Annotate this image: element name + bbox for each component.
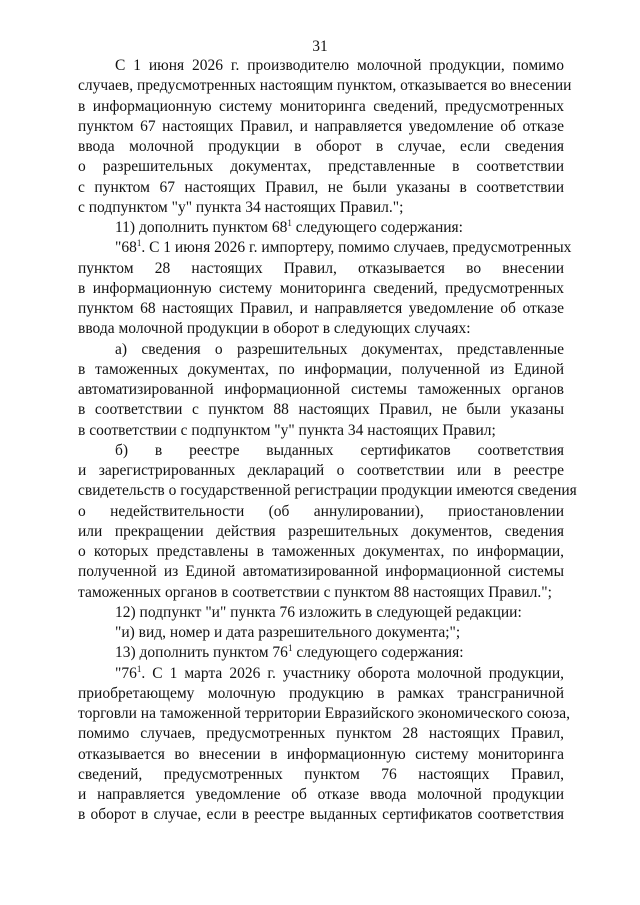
line-text: и направляется уведомление об отказе ввода молочной продукции [78, 786, 564, 803]
text-line [78, 279, 564, 299]
text-line [78, 562, 564, 582]
text-line [78, 340, 564, 360]
line-text: отказывается во внесении в информационную систему мониторинга [78, 745, 564, 763]
line-text: в информационную систему мониторинга сведений, предусмотренных [78, 97, 564, 115]
line-text: торговли на таможенной территории Евразийского экономического союза, [78, 705, 570, 722]
text-line [78, 481, 577, 501]
text-line [78, 441, 564, 461]
line-text: с пунктом 67 настоящих Правил, не были указаны в соответствии [78, 178, 564, 196]
text-line [78, 461, 564, 481]
superscript: 1 [287, 643, 293, 654]
line-text: ввода молочной продукции в оборот в случае, если сведения [78, 138, 564, 155]
line-text: таможенных органов в соответствии с пунктом 88 настоящих Правил."; [78, 583, 552, 601]
text-line [78, 785, 564, 805]
line-text: помимо случаев, предусмотренных пунктом 28 настоящих Правил, [78, 725, 564, 743]
text-line [78, 421, 564, 441]
text-line [78, 724, 564, 744]
body-text [78, 56, 577, 826]
line-text: пунктом 67 настоящих Правил, и направляется уведомление об отказе [78, 117, 564, 135]
text-line [78, 583, 564, 603]
text-line [78, 360, 564, 380]
text-line [78, 522, 564, 542]
superscript: 1 [136, 663, 142, 674]
text-line [78, 319, 564, 339]
line-text: приобретающему молочную продукцию в рамках трансграничной [78, 684, 564, 702]
text-line [78, 56, 564, 76]
text-line [78, 603, 564, 623]
text-line [78, 157, 564, 177]
line-text: в соответствии с пунктом 88 настоящих Правил, не были указаны [78, 401, 564, 419]
text-line [78, 623, 564, 643]
line-text: ввода молочной продукции в оборот в следующих случаях: [78, 320, 471, 338]
text-line [78, 76, 572, 96]
line-text: в оборот в случае, если в реестре выданных сертификатов соответствия [78, 806, 564, 824]
line-text: случаев, предусмотренных настоящим пунктом, отказывается во внесении [78, 77, 572, 95]
text-line [78, 805, 564, 825]
line-text: в соответствии с подпунктом "у" пункта 34 настоящих Правил; [78, 421, 496, 439]
line-text-continued: следующего содержания: [292, 644, 464, 662]
text-line [78, 664, 564, 684]
line-text: автоматизированной информационной системы таможенных органов [78, 381, 564, 398]
line-text: с подпунктом "у" пункта 34 настоящих Правил."; [78, 198, 404, 216]
text-line [78, 259, 564, 279]
line-text: о разрешительных документах, представленные в соответствии [78, 158, 564, 176]
line-text: о недействительности (об аннулировании), приостановлении [78, 502, 564, 520]
line-text: 12) подпункт "и" пункта 76 изложить в следующей редакции: [115, 603, 522, 621]
line-text: б) в реестре выданных сертификатов соответствия [115, 441, 564, 459]
text-line [78, 137, 564, 157]
line-text: полученной из Единой автоматизированной информационной системы [78, 563, 564, 581]
text-line [78, 117, 564, 137]
text-line [78, 198, 564, 218]
text-line [78, 178, 564, 198]
line-text: сведений, предусмотренных пунктом 76 настоящих Правил, [78, 765, 564, 783]
line-text: "и) вид, номер и дата разрешительного документа;"; [115, 624, 461, 641]
line-text: или прекращении действия разрешительных документов, сведения [78, 522, 564, 540]
line-text: в информационную систему мониторинга сведений, предусмотренных [78, 279, 564, 297]
line-text: в таможенных документах, по информации, полученной из Единой [78, 360, 564, 378]
text-line [78, 745, 564, 765]
line-text: пунктом 28 настоящих Правил, отказывается во внесении [78, 259, 564, 277]
line-text: С 1 июня 2026 г. производителю молочной продукции, помимо [115, 57, 564, 74]
line-text: свидетельств о государственной регистрации продукции имеются сведения [78, 482, 577, 500]
line-text: "68 [115, 239, 137, 257]
text-line [78, 238, 572, 258]
text-line [78, 380, 564, 400]
line-text: "76 [115, 664, 137, 682]
page-number: 31 [312, 38, 328, 55]
text-line [78, 97, 564, 117]
line-text: а) сведения о разрешительных документах, представленные [115, 340, 564, 358]
text-line [78, 684, 564, 704]
line-text: о которых представлены в таможенных документах, по информации, [78, 543, 564, 560]
line-text-continued: следующего содержания: [291, 219, 463, 236]
text-line [78, 218, 564, 238]
line-text-continued: . С 1 июня 2026 г. импортеру, помимо случаев, предусмотренных [141, 239, 572, 257]
line-text: 11) дополнить пунктом 68 [115, 219, 288, 236]
line-text: пунктом 68 настоящих Правил, и направляется уведомление об отказе [78, 300, 564, 317]
text-line [78, 542, 564, 562]
text-line [78, 502, 564, 522]
superscript: 1 [136, 238, 142, 249]
line-text: 13) дополнить пунктом 76 [115, 644, 288, 662]
text-line [78, 765, 564, 785]
text-line [78, 400, 564, 420]
line-text: и зарегистрированных деклараций о соответствии или в реестре [78, 462, 564, 479]
text-line [78, 643, 564, 663]
text-line [78, 704, 570, 724]
line-text-continued: . С 1 марта 2026 г. участнику оборота молочной продукции, [141, 664, 564, 682]
superscript: 1 [287, 218, 292, 228]
text-line [78, 299, 564, 319]
